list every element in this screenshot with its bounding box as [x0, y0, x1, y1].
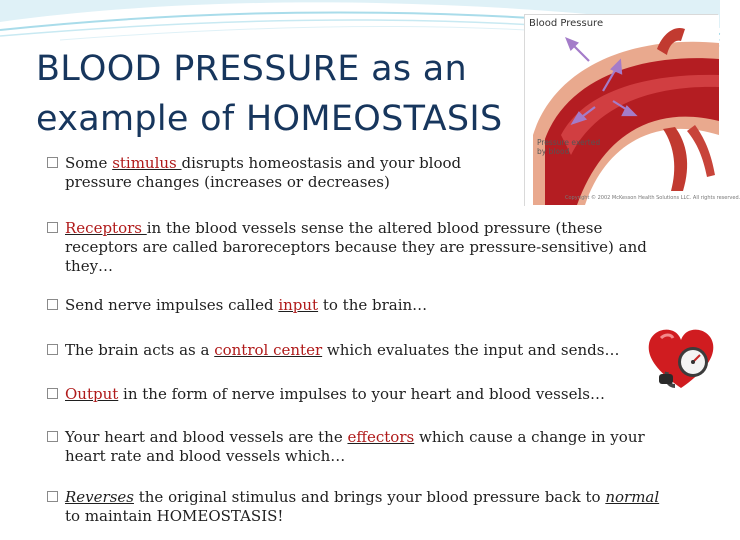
keyword-input: input [278, 296, 319, 314]
bullet-receptors [44, 219, 674, 276]
bullet-text: which cause a change in your heart rate and blood vessels which… [65, 428, 645, 465]
bullet-output [44, 385, 644, 404]
bullet-effectors [44, 428, 674, 466]
heart-with-gauge-icon [645, 322, 717, 394]
bullet-text: to maintain HOMEOSTASIS! [65, 507, 284, 525]
bullet-text: The brain acts as a [65, 341, 215, 359]
bullet-reverses [44, 488, 674, 526]
bullet-text: in the blood vessels sense the altered blood pressure (these receptors are called baroreceptors because they are pressure-sensitive) and they… [65, 219, 647, 275]
bullet-square-icon [47, 157, 58, 168]
bullet-square-icon [47, 344, 58, 355]
figure-label: Pressure exerted by blood [537, 138, 601, 156]
keyword-effectors: effectors [347, 428, 415, 446]
blood-pressure-figure [524, 14, 740, 206]
keyword-reverses: Reverses [65, 488, 134, 506]
bullet-text: Your heart and blood vessels are the [65, 428, 348, 446]
keyword-control-center: control center [214, 341, 323, 359]
bullet-input [44, 296, 674, 315]
bullet-text: which evaluates the input and sends… [322, 341, 620, 359]
bullet-square-icon [47, 388, 58, 399]
bullet-control-center [44, 341, 644, 360]
keyword-normal: normal [605, 488, 660, 506]
title-line-2: example of HOMEOSTASIS [36, 99, 503, 139]
bullet-text: Some [65, 154, 113, 172]
bullet-text: the original stimulus and brings your blood pressure back to [133, 488, 606, 506]
bullet-square-icon [47, 431, 58, 442]
bullet-square-icon [47, 299, 58, 310]
title-line-1: BLOOD PRESSURE as an [36, 49, 468, 89]
bullet-square-icon [47, 222, 58, 233]
bullet-text: in the form of nerve impulses to your heart and blood vessels… [118, 385, 605, 403]
keyword-receptors: Receptors [65, 219, 147, 237]
bullet-square-icon [47, 491, 58, 502]
page-title [36, 44, 526, 144]
figure-copyright: Copyright © 2002 McKesson Health Solutions LLC. All rights reserved. [565, 195, 740, 201]
keyword-stimulus: stimulus [112, 154, 182, 172]
figure-title: Blood Pressure [529, 18, 604, 29]
bullet-stimulus [44, 154, 514, 192]
bullet-text: Send nerve impulses called [65, 296, 279, 314]
blood-vessel-illustration [525, 15, 719, 207]
bullet-text: to the brain… [318, 296, 428, 314]
keyword-output: Output [65, 385, 119, 403]
bullet-text: disrupts homeostasis and your blood pressure changes (increases or decreases) [65, 154, 462, 191]
